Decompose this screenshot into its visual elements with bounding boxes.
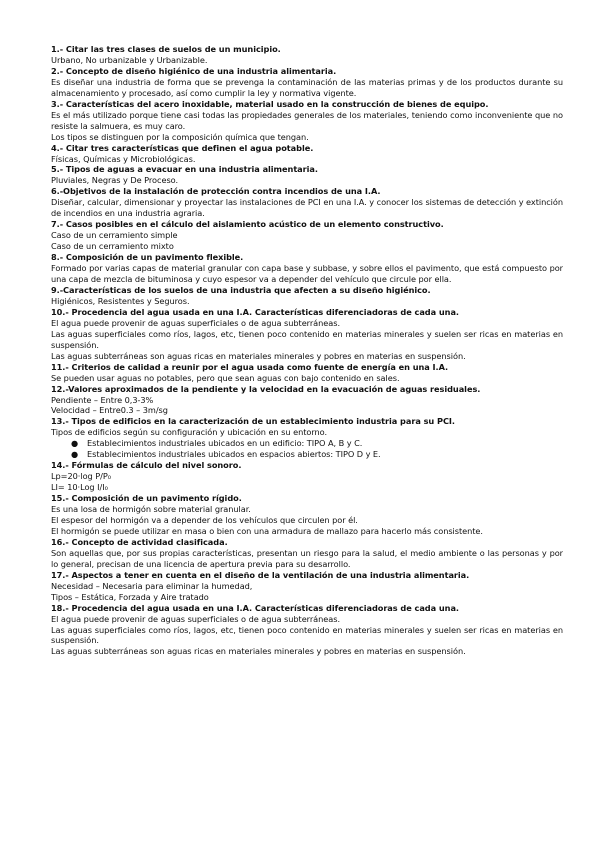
answer-text: Se pueden usar aguas no potables, pero que sean aguas con bajo contenido en sales. [51,372,400,383]
answer-text: Tipos – Estática, Forzada y Aire tratado [51,591,209,602]
question-heading: 13.- Tipos de edificios en la caracterización de un establecimiento industria para su PCI. [51,416,455,427]
question-heading: 6.-Objetivos de la instalación de protección contra incendios de una I.A. [51,186,381,197]
answer-text: Son aquellas que, por sus propias características, presentan un riesgo para la salud, el medio ambiente o las personas y por lo general, precisan de una licencia de apertura previa para su desarrollo. [51,547,563,569]
answer-text: Velocidad – Entre0.3 – 3m/sg [51,405,168,416]
question-heading: 2.- Concepto de diseño higiénico de una industria alimentaria. [51,65,337,76]
answer-text: Los tipos se distinguen por la composición química que tengan. [51,131,309,142]
answer-text: Lp=20·log P/P₀ [51,471,111,482]
list-item [71,438,563,449]
document-page [51,44,563,657]
answer-text: Caso de un cerramiento mixto [51,241,174,252]
list-item-text: Establecimientos industriales ubicados en un edificio: TIPO A, B y C. [87,438,363,449]
answer-text: Es el más utilizado porque tiene casi todas las propiedades generales de los materiales, teniendo como inconveniente que no resiste la salmuera, es muy caro. [51,109,563,131]
answer-text: El agua puede provenir de aguas superficiales o de agua subterráneas. [51,317,340,328]
question-heading: 1.- Citar las tres clases de suelos de un municipio. [51,44,281,54]
answer-text: El agua puede provenir de aguas superficiales o de agua subterráneas. [51,613,340,624]
answer-text: LI= 10·Log I/I₀ [51,482,108,493]
question-heading: 10.- Procedencia del agua usada en una I.A. Características diferenciadoras de cada una. [51,306,459,317]
answer-text: Pluviales, Negras y De Proceso. [51,175,179,186]
answer-text: El espesor del hormigón va a depender de los vehículos que circulen por él. [51,514,358,525]
answer-text: Diseñar, calcular, dimensionar y proyectar las instalaciones de PCI en una I.A. y conocer los sistemas de detección y extinción de incendios en una industria agraria. [51,197,563,219]
answer-text: Pendiente – Entre 0,3-3% [51,394,154,405]
question-heading: 14.- Fórmulas de cálculo del nivel sonoro. [51,460,242,471]
question-heading: 7.- Casos posibles en el cálculo del aislamiento acústico de un elemento constructivo. [51,219,444,230]
question-heading: 17.- Aspectos a tener en cuenta en el diseño de la ventilación de una industria alimentaria. [51,569,470,580]
answer-text: Las aguas subterráneas son aguas ricas en materiales minerales y pobres en materias en suspensión. [51,646,466,657]
bullet-icon: ● [71,438,79,449]
answer-text: Higiénicos, Resistentes y Seguros. [51,295,190,306]
bullet-list [51,438,563,460]
answer-text: Las aguas subterráneas son aguas ricas en materiales minerales y pobres en materias en suspensión. [51,350,466,361]
question-heading: 18.- Procedencia del agua usada en una I.A. Características diferenciadoras de cada una. [51,602,459,613]
question-heading: 12.-Valores aproximados de la pendiente y la velocidad en la evacuación de aguas residuales. [51,383,481,394]
answer-text: Es diseñar una industria de forma que se prevenga la contaminación de las materias primas y de los productos durante su almacenamiento y procesado, así como cumplir la ley y normativa vigente. [51,76,563,98]
question-heading: 16.- Concepto de actividad clasificada. [51,536,228,547]
answer-text: Caso de un cerramiento simple [51,230,178,241]
question-heading: 4.- Citar tres características que definen el agua potable. [51,142,314,153]
question-heading: 9.-Características de los suelos de una industria que afecten a su diseño higiénico. [51,284,431,295]
answer-text: El hormigón se puede utilizar en masa o bien con una armadura de mallazo para hacerlo más consistente. [51,525,483,536]
question-heading: 15.- Composición de un pavimento rígido. [51,493,242,504]
question-heading: 5.- Tipos de aguas a evacuar en una industria alimentaria. [51,164,318,175]
list-item-text: Establecimientos industriales ubicados en espacios abiertos: TIPO D y E. [87,449,381,460]
answer-text: Tipos de edificios según su configuración y ubicación en su entorno. [51,427,328,438]
question-heading: 11.- Criterios de calidad a reunir por el agua usada como fuente de energía en una I.A. [51,361,449,372]
answer-text: Es una losa de hormigón sobre material granular. [51,504,251,515]
list-item [71,449,563,460]
bullet-icon: ● [71,449,79,460]
question-heading: 8.- Composición de un pavimento flexible. [51,252,244,263]
answer-text: Urbano, No urbanizable y Urbanizable. [51,54,208,65]
answer-text: Las aguas superficiales como ríos, lagos, etc, tienen poco contenido en materias minerales y suelen ser ricas en materias en suspensión. [51,624,563,646]
answer-text: Necesidad – Necesaria para eliminar la humedad, [51,580,253,591]
answer-text: Formado por varias capas de material granular con capa base y subbase, y sobre ellos el pavimento, que está compuesto por una capa de mezcla de bituminosa y cuyo espesor va a depender del vehículo que circule por ella. [51,263,563,285]
answer-text: Las aguas superficiales como ríos, lagos, etc, tienen poco contenido en materias minerales y suelen ser ricas en materias en suspensión. [51,328,563,350]
answer-text: Físicas, Químicas y Microbiológicas. [51,153,196,164]
question-heading: 3.- Características del acero inoxidable, material usado en la construcción de bienes de equipo. [51,98,489,109]
